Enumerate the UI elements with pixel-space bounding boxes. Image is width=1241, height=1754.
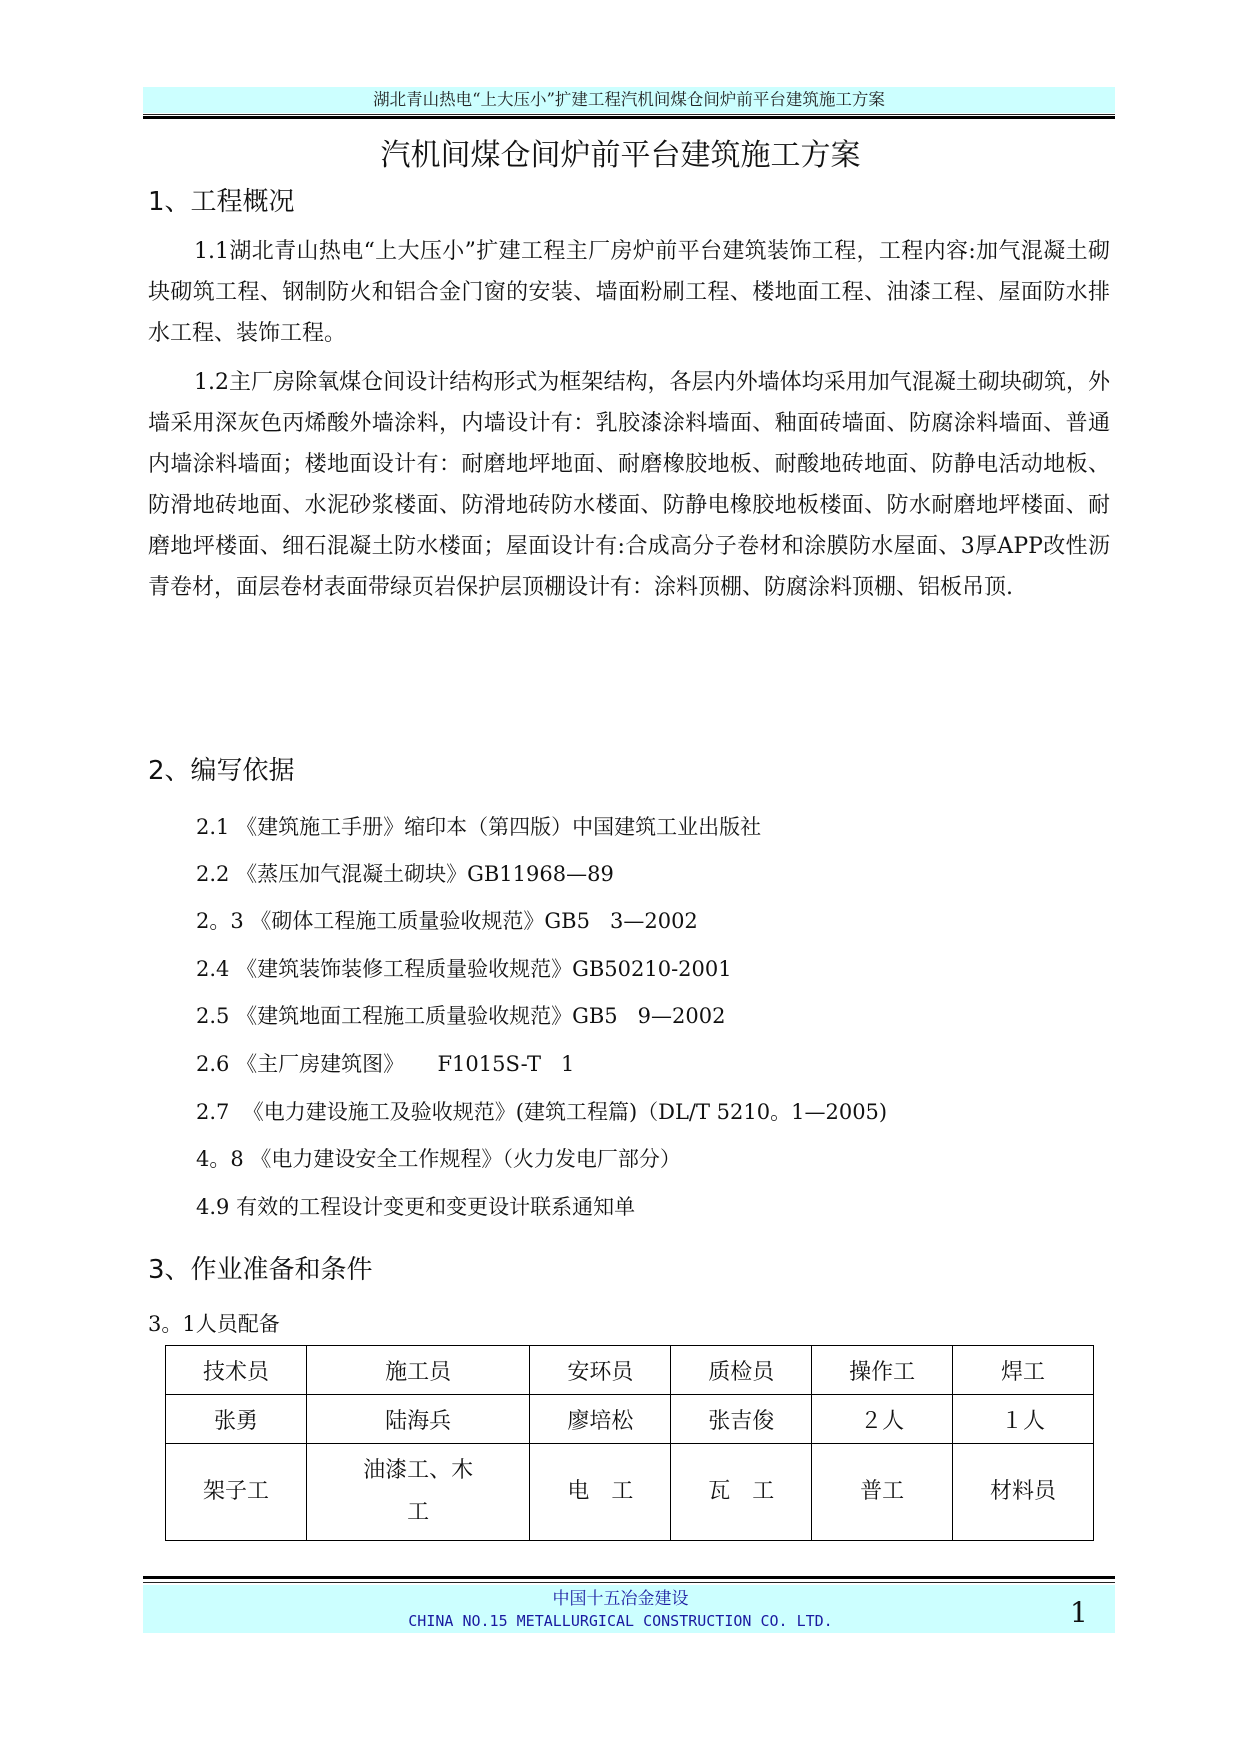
staffing-table [165, 1345, 1094, 1541]
table-cell: 焊工 [953, 1346, 1094, 1395]
running-header: 湖北青山热电“上大压小”扩建工程汽机间煤仓间炉前平台建筑施工方案 [143, 87, 1115, 113]
table-row [166, 1395, 1094, 1444]
footer-rule [143, 1582, 1115, 1583]
table-cell: 陆海兵 [306, 1395, 530, 1444]
paragraph-1-1 [148, 231, 1110, 354]
table-cell: １人 [953, 1395, 1094, 1444]
footer-company-cn: 中国十五冶金建设 [552, 1589, 689, 1609]
table-cell: 安环员 [530, 1346, 671, 1395]
table-cell: 操作工 [812, 1346, 953, 1395]
reference-item: 4。8 《电力建设安全工作规程》（火力发电厂部分） [196, 1147, 681, 1171]
table-cell: 张吉俊 [671, 1395, 812, 1444]
table-row [166, 1346, 1094, 1395]
table-cell: ２人 [812, 1395, 953, 1444]
reference-item: 2.5 《建筑地面工程施工质量验收规范》GB5 9—2002 [196, 1004, 726, 1028]
table-cell: 材料员 [953, 1444, 1094, 1541]
footer-rule-thick [143, 1576, 1115, 1579]
reference-item: 2.7 《电力建设施工及验收规范》(建筑工程篇)（DL/T 5210。1—2005) [196, 1100, 888, 1124]
reference-item: 2.1 《建筑施工手册》缩印本（第四版）中国建筑工业出版社 [196, 815, 762, 839]
table-cell: 张勇 [166, 1395, 307, 1444]
header-rule [143, 114, 1115, 115]
paragraph-1-2 [148, 362, 1110, 608]
table-cell: 瓦 工 [671, 1444, 812, 1541]
table-cell [306, 1444, 530, 1541]
table-cell: 廖培松 [530, 1395, 671, 1444]
table-cell: 施工员 [306, 1346, 530, 1395]
page-number: 1 [1070, 1596, 1088, 1629]
table-cell: 架子工 [166, 1444, 307, 1541]
paragraph-1-1-text: 1.1湖北青山热电“上大压小”扩建工程主厂房炉前平台建筑装饰工程，工程内容:加气混凝土砌块砌筑工程、钢制防火和铝合金门窗的安装、墙面粉刷工程、楼地面工程、油漆工程、屋面防水排水工程、装饰工程。 [148, 239, 1110, 346]
table-row [166, 1444, 1094, 1541]
section-2-heading: 2、编写依据 [148, 756, 295, 786]
reference-item: 2。3 《砌体工程施工质量验收规范》GB5 3—2002 [196, 909, 698, 933]
document-title: 汽机间煤仓间炉前平台建筑施工方案 [380, 138, 861, 173]
reference-item: 2.6 《主厂房建筑图》 F1015S-T 1 [196, 1052, 575, 1076]
table-cell-text: 油漆工、木工 [363, 1458, 474, 1525]
table-cell: 质检员 [671, 1346, 812, 1395]
paragraph-1-2-text: 1.2主厂房除氧煤仓间设计结构形式为框架结构，各层内外墙体均采用加气混凝土砌块砌筑，外墙采用深灰色丙烯酸外墙涂料，内墙设计有：乳胶漆涂料墙面、釉面砖墙面、防腐涂料墙面、普通内墙涂料墙面；楼地面设计有：耐磨地坪地面、耐磨橡胶地板、耐酸地砖地面、防静电活动地板、防滑地砖地面、水泥砂浆楼面、防滑地砖防水楼面、防静电橡胶地板楼面、防水耐磨地坪楼面、耐磨地坪楼面、细石混凝土防水楼面；屋面设计有:合成高分子卷材和涂膜防水屋面、3厚APP改性沥青卷材，面层卷材表面带绿页岩保护层顶棚设计有：涂料顶棚、防腐涂料顶棚、铝板吊顶. [148, 370, 1110, 600]
reference-item: 2.2 《蒸压加气混凝土砌块》GB11968—89 [196, 862, 614, 886]
reference-item: 2.4 《建筑装饰装修工程质量验收规范》GB50210-2001 [196, 957, 732, 981]
section-3-heading: 3、作业准备和条件 [148, 1255, 373, 1285]
table-cell: 技术员 [166, 1346, 307, 1395]
subsection-heading: 3。1人员配备 [148, 1312, 280, 1336]
reference-item: 4.9 有效的工程设计变更和变更设计联系通知单 [196, 1195, 636, 1219]
header-rule-thick [143, 116, 1115, 119]
section-1-heading: 1、工程概况 [148, 187, 295, 217]
table-cell: 普工 [812, 1444, 953, 1541]
footer-company-en: CHINA NO.15 METALLURGICAL CONSTRUCTION CO. LTD. [408, 1612, 833, 1630]
table-cell: 电 工 [530, 1444, 671, 1541]
